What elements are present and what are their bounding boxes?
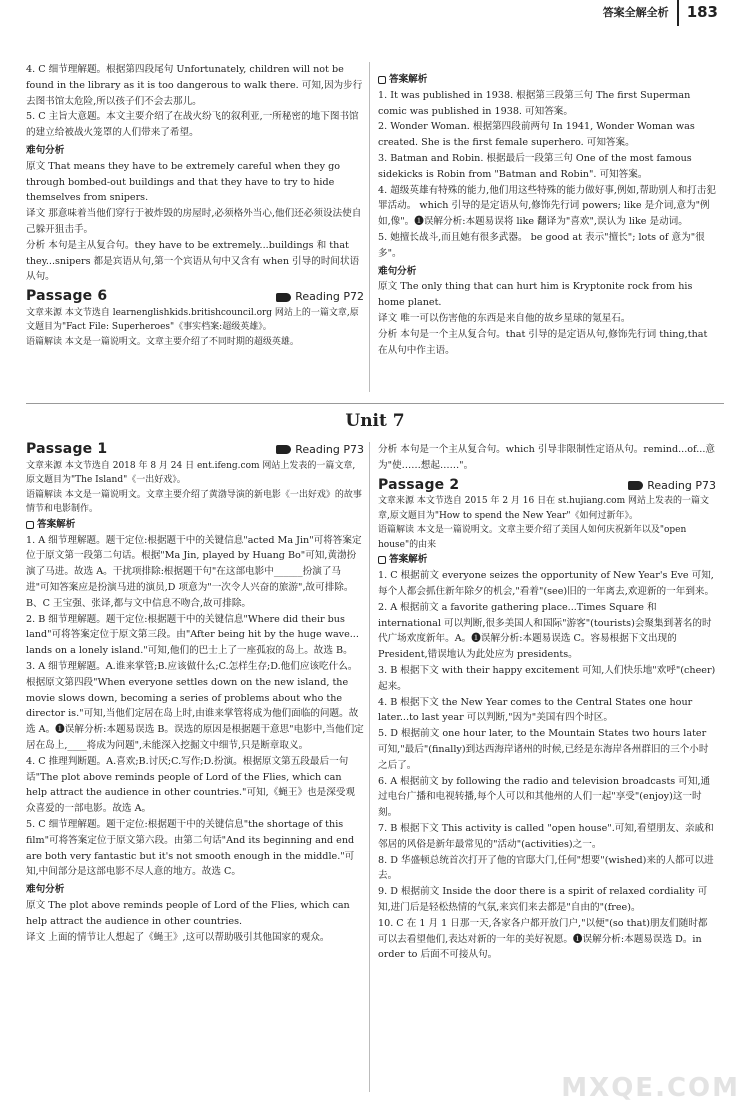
- pointing-hand-icon: [276, 445, 291, 454]
- answer-item: 4. C 细节理解题。根据第四段尾句 Unfortunately, children will not be found in the library as it is too dangerous to walk there. 可知,因为步行去图书馆太危险,所以孩子们不会去那儿。: [26, 64, 363, 107]
- difficult-sentence-heading: 难句分析: [26, 144, 65, 156]
- answer-item: 3. B 根据下文 with their happy excitement 可知,人们快乐地"欢呼"(cheer)起来。: [378, 664, 716, 692]
- page-number: 183: [686, 3, 718, 22]
- answer-item: 2. A 根据前文 a favorite gathering place...Times Square 和 international 可以判断,很多美国人和国际"游客"(tourists)会聚集到著名的时代广场欢度新年。A。❶误解分析:本题易误选 C。容易根据下文出现的 President,错误地认为此处应为 presidents。: [378, 601, 712, 661]
- answer-item: 10. C 在 1 月 1 日那一天,各家各户都开放门户,"以便"(so that)朋友们随时都可以去看望他们,表达对新的一年的美好祝愿。❶误解分析:本题易误选 D。in order to 后面不可接从句。: [378, 917, 708, 961]
- lock-icon: [26, 521, 34, 529]
- answer-item: 1. A 细节理解题。题干定位:根据题干中的关键信息"acted Ma Jin"可将答案定位于原文第一段第二句话。根据"Ma Jin, played by Huang Bo"可知,黄渤扮演了马进。故选 A。干扰项排除:根据题干句"在这部电影中______扮演了马进"可知答案应是扮演马进的演员,D 项意为"一次令人兴奋的旅游",故可排除。B、C 王宝强、张译,都与文中信息不吻合,故可排除。: [26, 534, 362, 609]
- bottom-left-column: [26, 442, 364, 1062]
- passage-ref-label: Reading P73: [647, 478, 716, 492]
- passage-ref: [276, 289, 364, 305]
- passage-title: Passage 2: [378, 476, 460, 493]
- genre-reading: 语篇解读 本文是一篇说明文。文章主要介绍了美国人如何庆祝新年以及"open house"的由来: [378, 525, 687, 550]
- header-label: 答案全解全析: [602, 6, 669, 20]
- original-sentence: 原文 That means they have to be extremely careful when they go through bombed-out buildings and that they have to try to hide themselves from snipers.: [26, 160, 340, 204]
- answer-item: 8. D 华盛顿总统首次打开了他的官邸大门,任何"想要"(wished)来的人都可以进去。: [378, 854, 714, 882]
- answer-item: 2. B 细节理解题。题干定位:根据题干中的关键信息"Where did their bus land"可将答案定位于原文第三段。由"After being hit by the huge wave... lands on a lonely island."可知,他们的巴士上了一座孤寂的岛上。故选 B。: [26, 613, 359, 657]
- translation: 译文 那意味着当他们穿行于被炸毁的房屋时,必须格外当心,他们还必须设法使自己躲开狙击手。: [26, 208, 362, 235]
- answer-item: 5. D 根据前文 one hour later, to the Mountain States two hours later 可知,"最后"(finally)到达西海岸诸州的时候,已经是东海岸各州群旧的三个小时之后了。: [378, 728, 709, 771]
- answer-item: 5. C 主旨大意题。本文主要介绍了在战火纷飞的叙利亚,一所秘密的地下图书馆的建立给被战火笼罩的人们带来了希望。: [26, 111, 359, 139]
- page-header: [560, 0, 750, 26]
- answer-item: 1. It was published in 1938. 根据第三段第三句 The first Superman comic was published in 1938. 可知答案。: [378, 89, 691, 117]
- passage-ref-label: Reading P72: [295, 290, 364, 304]
- answer-item: 5. 她擅长战斗,而且她有很多武器。 be good at 表示"擅长"; lots of 意为"很多"。: [378, 231, 705, 259]
- article-source: 文章来源 本文节选自 2015 年 2 月 16 日在 st.hujiang.com 网站上发表的一篇文章,原文题目为"How to spend the New Year"《如何过新年》。: [378, 496, 709, 521]
- passage-heading: [378, 478, 716, 494]
- unit-divider: [26, 403, 724, 404]
- unit-title: Unit 7: [345, 411, 405, 431]
- answer-heading: [26, 517, 364, 533]
- answer-heading-label: 答案解析: [389, 554, 428, 566]
- answer-heading-label: 答案解析: [389, 74, 428, 85]
- passage-heading: [26, 289, 364, 305]
- watermark: MXQE.COM: [561, 1073, 740, 1103]
- top-right-column: [378, 72, 716, 388]
- answer-item: 4. C 推理判断题。A.喜欢;B.讨厌;C.写作;D.扮演。根据原文第五段最后一句话"The plot above reminds people of Lord of the Flies, which can help attract the audience in other countries."可知,《蝇王》也是深受观众喜爱的一部电影。故选 A。: [26, 755, 356, 815]
- original-sentence: 原文 The plot above reminds people of Lord of the Flies, which can help attract the audience in other countries.: [26, 899, 350, 927]
- genre-reading: 语篇解读 本文是一篇说明文。文章主要介绍了不同时期的超级英雄。: [26, 336, 299, 347]
- passage-title: Passage 1: [26, 442, 108, 457]
- passage-ref-label: Reading P73: [295, 443, 364, 456]
- lock-icon: [378, 76, 386, 84]
- difficult-sentence-heading: 难句分析: [26, 884, 65, 896]
- analysis: 分析 本句是一个主从复合句。which 引导非限制性定语从句。remind...of...意为"使……想起……"。: [378, 444, 715, 471]
- bottom-right-column: [378, 442, 716, 1097]
- answer-item: 5. C 细节理解题。题干定位:根据题干中的关键信息"the shortage of this film"可将答案定位于原文第六段。由第二句话"And its beginning and end are both very fantastic but it's not smooth enough in the middle."可知,中间部分是这部电影不尽人意的地方。故选 C。: [26, 818, 355, 878]
- analysis: 分析 本句是主从复合句。they have to be extremely...buildings 和 that they...snipers 都是宾语从句,第一个宾语从句中又含有 when 引导的时间状语从句。: [26, 239, 360, 283]
- original-sentence: 原文 The only thing that can hurt him is Kryptonite rock from his home planet.: [378, 281, 693, 309]
- pointing-hand-icon: [276, 293, 291, 302]
- answer-heading: [378, 552, 716, 568]
- translation: 译文 唯一可以伤害他的东西是来自他的故乡星球的氪星石。: [378, 312, 631, 324]
- column-divider: [369, 62, 370, 392]
- answer-item: 3. A 细节理解题。A.谁来掌管;B.应该做什么;C.怎样生存;D.他们应该吃什么。根据原文第四段"When everyone settles down on the new island, the movie slows down, becoming a series of problems about who the director is."可知,当他们定居在岛上时,由谁来掌管将成为他们面临的问题。故选 A。❶误解分析:本题易误选 B。误选的原因是根据题干意思"电影中,当他们定居在岛上,____将成为问题",未能深入挖掘文中细节,只是断章取义。: [26, 660, 364, 751]
- passage-ref: [276, 442, 364, 458]
- passage-title: Passage 6: [26, 288, 108, 305]
- answer-item: 3. Batman and Robin. 根据最后一段第三句 One of the most famous sidekicks is Robin from "Batman and Robin". 可知答案。: [378, 152, 692, 180]
- answer-heading-label: 答案解析: [37, 518, 76, 530]
- answer-item: 7. B 根据下文 This activity is called "open house".可知,看望朋友、亲戚和邻居的风俗是新年最常见的"活动"(activities)之一。: [378, 822, 714, 850]
- answer-item: 1. C 根据前文 everyone seizes the opportunity of New Year's Eve 可知,每个人都会抓住新年除夕的机会,"看着"(see)旧的一年离去,欢迎新的一年到来。: [378, 570, 715, 597]
- translation: 译文 上面的情节让人想起了《蝇王》,这可以帮助吸引其他国家的观众。: [26, 931, 330, 943]
- answer-item: 4. 超级英雄有特殊的能力,他们用这些特殊的能力做好事,例如,帮助别人和打击犯罪活动。 which 引导的是定语从句,修饰先行词 powers; like 是介词,意为"例如,像"。❶误解分析:本题易误将 like 翻译为"喜欢",误认为 like 是动词。: [378, 184, 716, 228]
- article-source: 文章来源 本文节选自 2018 年 8 月 24 日 ent.ifeng.com 网站上发表的一篇文章,原文题目为"The Island"《一出好戏》。: [26, 460, 356, 486]
- genre-reading: 语篇解读 本文是一篇说明文。文章主要介绍了黄渤导演的新电影《一出好戏》的故事情节和电影制作。: [26, 489, 362, 515]
- header-divider: [677, 0, 679, 26]
- answer-heading: [378, 72, 716, 88]
- lock-icon: [378, 556, 386, 564]
- passage-heading: [26, 442, 364, 458]
- answer-item: 2. Wonder Woman. 根据第四段前两句 In 1941, Wonder Woman was created. She is the first female superhero. 可知答案。: [378, 121, 695, 149]
- answer-item: 9. D 根据前文 Inside the door there is a spirit of relaxed cordiality 可知,进门后是轻松热情的气氛,来宾们来去都是"自由的"(free)。: [378, 886, 708, 913]
- top-left-column: [26, 62, 364, 382]
- pointing-hand-icon: [628, 481, 643, 490]
- passage-ref: [628, 478, 716, 494]
- article-source: 文章来源 本文节选自 learnenglishkids.britishcouncil.org 网站上的一篇文章,原文题目为"Fact File: Superheroes"《事实档案:超级英雄》。: [26, 307, 359, 333]
- answer-item: 4. B 根据下文 the New Year comes to the Central States one hour later...to last year 可以判断,"因为"美国有四个时区。: [378, 696, 693, 724]
- column-divider: [369, 442, 370, 1092]
- difficult-sentence-heading: 难句分析: [378, 265, 417, 277]
- analysis: 分析 本句是一个主从复合句。that 引导的是定语从句,修饰先行词 thing,that 在从句中作主语。: [378, 328, 708, 356]
- answer-item: 6. A 根据前文 by following the radio and television broadcasts 可知,通过电台广播和电视转播,每个人可以和其他州的人们一起"享受"(enjoy)这一时刻。: [378, 775, 711, 819]
